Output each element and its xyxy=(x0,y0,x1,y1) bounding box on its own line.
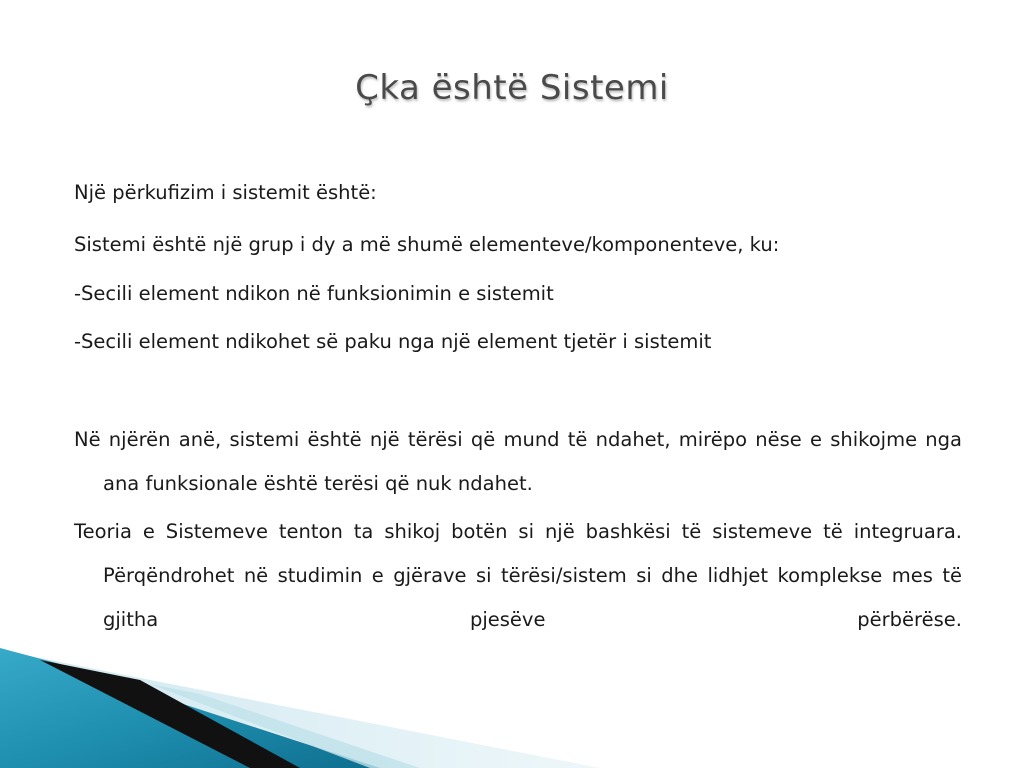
body-paragraph-systems-theory: Teoria e Sistemeve tenton ta shikoj botën si një bashkësi të sistemeve të integruara. Përqëndrohet në studimin e gjërave si tërësi/sistem si dhe lidhjet komplekse mes të gjitha pjesëve përbërëse. xyxy=(74,520,962,631)
body-line-definition: Një përkufizim i sistemit është: xyxy=(74,181,377,204)
body-line-system: Sistemi është një grup i dy a më shumë elementeve/komponenteve, ku: xyxy=(74,233,780,256)
body-line-element-influences: -Secili element ndikon në funksionimin e sistemit xyxy=(74,282,554,305)
slide-title: Çka është Sistemi xyxy=(355,68,669,108)
body-paragraph-wholeness: Në njërën anë, sistemi është një tërësi që mund të ndahet, mirëpo nëse e shikojme nga ana funksionale është terësi që nuk ndahet. xyxy=(74,428,962,495)
corner-decoration xyxy=(0,640,1024,768)
body-line-element-influenced: -Secili element ndikohet së paku nga një element tjetër i sistemit xyxy=(74,330,712,353)
